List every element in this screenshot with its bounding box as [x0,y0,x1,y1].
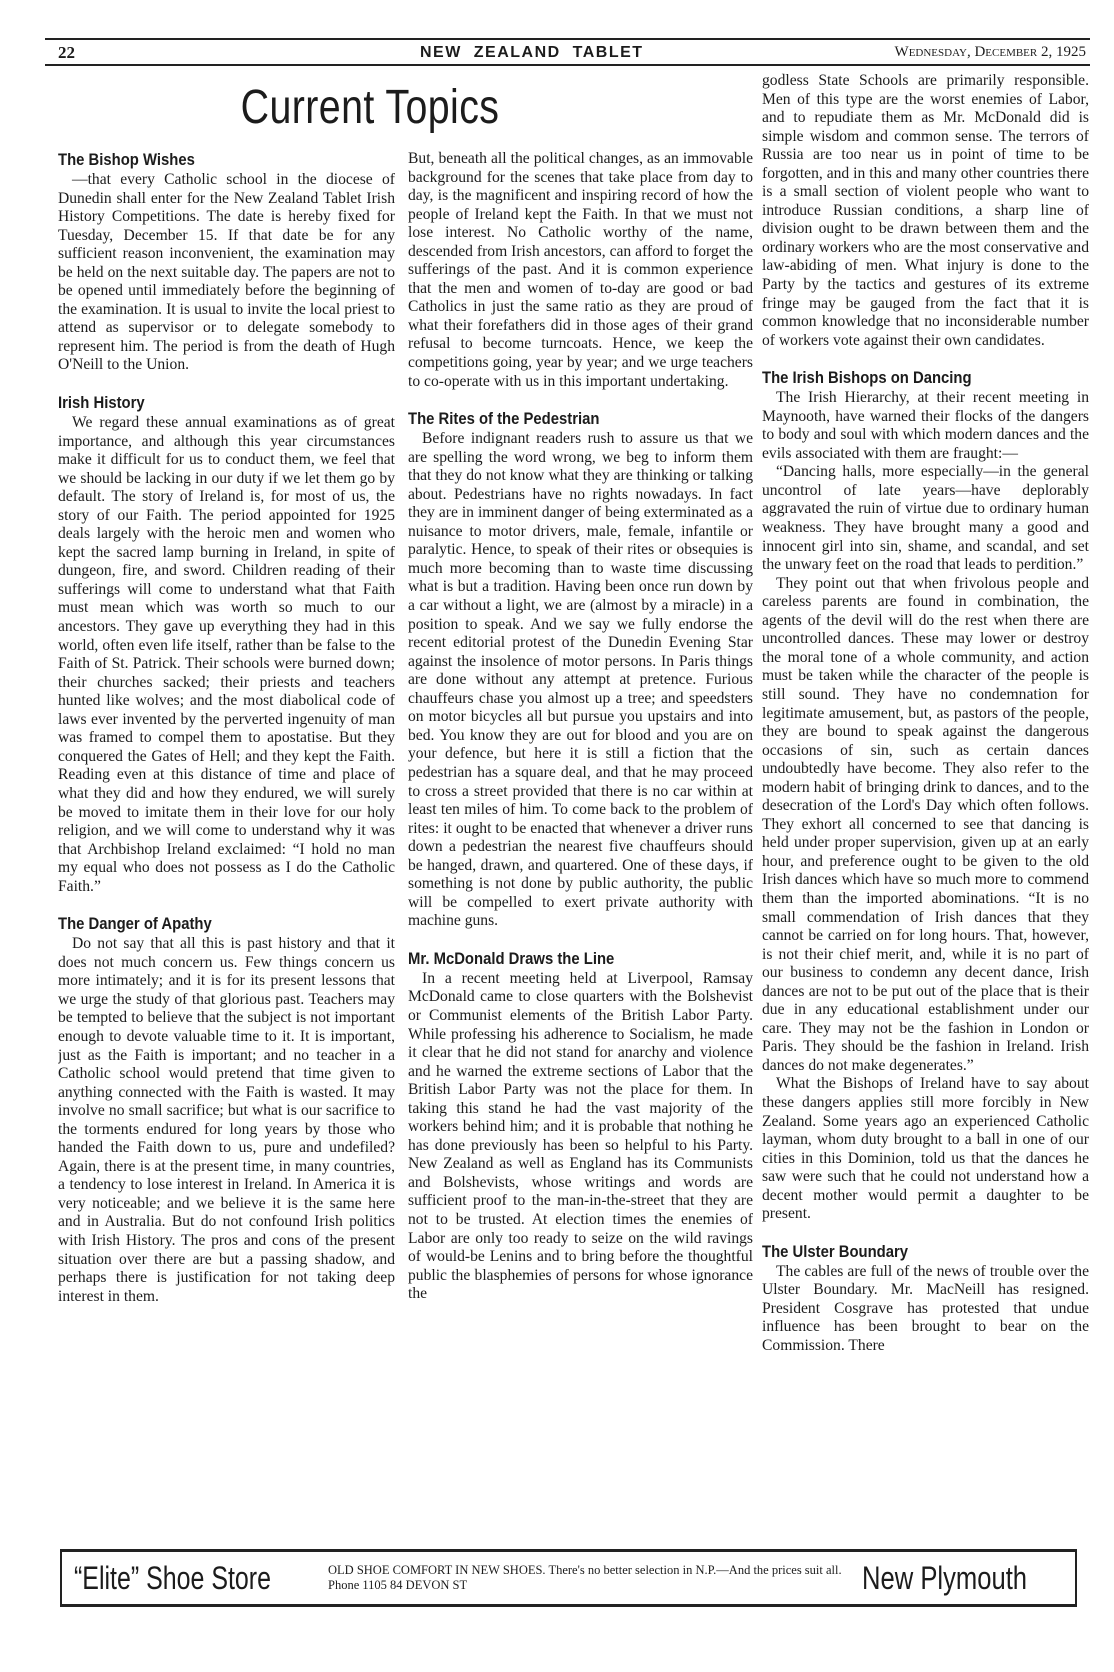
issue-date: Wednesday, December 2, 1925 [894,44,1086,60]
article-heading: The Danger of Apathy [58,915,212,934]
column-3 [762,72,1089,1532]
article-paragraph: The cables are full of the news of trouble over the Ulster Boundary. Mr. MacNeill has resigned. President Cosgrave has protested that undue influence has been brought to bear on the Commission. There [762,1262,1089,1354]
column-2 [408,150,753,1532]
article-paragraph: Before indignant readers rush to assure us that we are spelling the word wrong, we beg to inform them that they do not know what they are thinking or talking about. Pedestrians have no rights nowadays. In fact they are in imminent danger of being exterminated as a nuisance to motor drivers, male, female, infantile or paralytic. Hence, to speak of their rites or obsequies is much more becoming than to waste time discussing what is but a tradition. Having been once run down by a car without a light, we are (almost by a miracle) in a position to speak. And we say we fully endorse the recent editorial protest of the Dunedin Evening Star against the insolence of motor persons. In Paris things are done without any attempt at pretence. Furious chauffeurs chase you almost up a tree; and speedsters on motor bicycles all but pursue you upstairs and into bed. You know they are out for blood and you are on your defence, but here it is still a fiction that the pedestrian has a square deal, and that he may proceed to cross a street provided that there is no car within at least ten miles of him. To come back to the problem of rites: it ought to be enacted that whenever a driver runs down a pedestrian the nearest five chauffeurs should be hanged, drawn, and quartered. One of these days, if something is not done by public authority, the public will be compelled to exert private authority with machine guns. [408,430,753,930]
page-number: 22 [58,43,75,62]
publication-name: NEW ZEALAND TABLET [420,44,644,61]
page-title: Current Topics [240,81,500,134]
section-gap [58,896,395,914]
section-gap [762,1224,1089,1242]
article-paragraph: —that every Catholic school in the diocese of Dunedin shall enter for the New Zealand Tablet Irish History Competitions. The date is hereby fixed for Tuesday, December 15. If that date be for any sufficient reason inconvenient, the examination may be held on the next suitable day. The papers are not to be opened until immediately before the beginning of the examination. It is usual to invite the local priest to attend as supervisor or to delegate somebody to represent him. The period is from the death of Hugh O'Neill to the Union. [58,171,395,374]
section-gap [408,931,753,949]
ad-town: New Plymouth [862,1559,1028,1596]
article-heading: Mr. McDonald Draws the Line [408,949,615,968]
article-paragraph: Do not say that all this is past history and that it does not much concern us. Few things concern us more intimately; and it is for its present lessons that we urge the study of that glorious past. Teachers may be tempted to believe that the subject is not important enough to devote valuable time to it. It is important, just as the Faith is important; and no teacher in a Catholic school would pretend that time given to anything connected with the Faith is wasted. It may involve no small sacrifice; but what is our sacrifice to the torments endured for long years by those who handed the Faith down to us, pure and undefiled? Again, there is at the present time, in many countries, a tendency to lose interest in Ireland. In America it is very noticeable; and we believe it is the same here and in Australia. But do not confound Irish politics with Irish History. The pros and cons of the present situation over there are but a passing shadow, and perhaps there is justification for not taking deep interest in them. [58,935,395,1305]
ad-store-name: “Elite” Shoe Store [74,1559,271,1596]
section-gap [58,375,395,393]
article-paragraph: What the Bishops of Ireland have to say about these dangers applies still more forcibly in New Zealand. Some years ago an experienced Catholic layman, whom duty brought to a ball in one of our cities in this Dominion, told us that the dances he saw were such that he could not understand how a decent mother would permit a daughter to be present. [762,1075,1089,1223]
header-bottom-rule [45,64,1090,66]
article-heading: The Bishop Wishes [58,151,195,169]
article-heading: Irish History [58,394,145,413]
article-paragraph: We regard these annual examinations as of great importance, and although this year circumstances make it difficult for us to conduct them, we feel that we should be lacking in our duty if we let them go by default. The story of Ireland is, for most of us, the story of our Faith. The period appointed for 1925 deals largely with the heroic men and women who kept the sacred lamp burning in Ireland, in spite of dungeon, fire, and sword. Children reading of their sufferings will come to understand what that Faith must mean which was worth so much to our ancestors. They gave up everything they had in this world, often even life itself, rather than be false to the Faith of St. Patrick. Their schools were burned down; their churches sacked; their priests and teachers hunted like wolves; and the most diabolical code of laws ever invented by the perverted ingenuity of man was framed to compel them to apostatise. But they conquered the Gates of Hell; and they kept the Faith. Reading even at this distance of time and place of what they did and how they endured, we will surely be moved to imitate them in their love for our holy religion, and we will come to understand why it was that Archbishop Ireland exclaimed: “I hold no man my equal who does not possess as I do the Catholic Faith.” [58,414,395,895]
header-top-rule [45,38,1090,40]
article-heading: The Ulster Boundary [762,1242,909,1261]
article-paragraph: godless State Schools are primarily responsible. Men of this type are the worst enemies of Labor, and to repudiate them as Mr. McDonald did is simple wisdom and common sense. The terrors of Russia are too near us in point of time to be forgotten, and in this and many other countries there is a small section of violent people who want to introduce Russian conditions, a sharp line of division ought to be drawn between them and the ordinary workers who are the most conservative and law-abiding of men. What injury is done to the Party by the tactics and gestures of its extreme fringe may be gauged from the fact that it is common knowledge that no inconsiderable number of workers vote against their own candidates. [762,72,1089,349]
article-paragraph: The Irish Hierarchy, at their recent meeting in Maynooth, have warned their flocks of the dangers to body and soul with which modern dances and the evils associated with them are fraught:— [762,389,1089,462]
section-gap [762,350,1089,368]
article-heading: The Irish Bishops on Dancing [762,369,972,388]
article-paragraph: “Dancing halls, more especially—in the general uncontrol of late years—have deplorably aggravated the ruin of virtue due to ordinary human weakness. They have brought many a good and innocent girl into sin, shame, and scandal, and set the unwary feet on the road that leads to perdition.” [762,463,1089,574]
ad-tagline: OLD SHOE COMFORT IN NEW SHOES. There's no better selection in N.P.—And the prices suit all. Phone 1105 84 DEVON ST [328,1563,842,1592]
column-1 [58,150,395,1532]
article-paragraph: But, beneath all the political changes, as an immovable background for the scenes that take place from day to day, is the magnificent and inspiring record of how the people of Ireland kept the Faith. In that we must not lose interest. No Catholic worthy of the name, descended from Irish ancestors, can afford to forget the sufferings of the past. And it is common experience that the men and women of to-day are good or bad Catholics in just the same ratio as they are proud of what their forefathers did in those ages of their grand refusal to become turncoats. Hence, we keep the competitions going, year by year; and we urge teachers to co-operate with us in this important undertaking. [408,150,753,390]
article-paragraph: They point out that when frivolous people and careless parents are found in combination, the agents of the devil will do the rest when there are uncontrolled dances. These may lower or destroy the moral tone of a whole community, and action must be taken while the character of the people is still sound. They have no condemnation for legitimate amusement, but, as pastors of the people, they are bound to speak against the dangerous occasions of sin, such as certain dances undoubtedly have become. They also refer to the modern habit of bringing drink to dances, and to the desecration of the Lord's Day which often follows. They exhort all concerned to see that dancing is held under proper supervision, given up at an early hour, and preference ought to be given to the old Irish dances which have so much more to commend them than the imported abominations. “It is no small commendation of Irish dances that they cannot be carried on for long hours. That, however, is not their chief merit, and, while it is no part of our business to condemn any decent dance, Irish dances are not to be put out of the place that is their due in any educational establishment under our care. They may not be the fashion in London or Paris. They should be the fashion in Ireland. Irish dances do not make degenerates.” [762,574,1089,1074]
shoe-store-advertisement [60,1549,1077,1607]
section-gap [408,391,753,409]
article-paragraph: In a recent meeting held at Liverpool, Ramsay McDonald came to close quarters with the Bolshevist or Communist elements of the British Labor Party. While professing his adherence to Socialism, he made it clear that he did not stand for anarchy and violence and he warned the extreme sections of Labor that the British Labor Party was not the place for them. In taking this stand he had the vast majority of the workers behind him; and it is probable that nothing he has done previously has been so helpful to his Party. New Zealand as well as England has its Communists and Bolshevists, whose writings and words are sufficient proof to the man-in-the-street that they are not to be trusted. At election times the enemies of Labor are only too ready to seize on the wild ravings of would-be Lenins and to bring before the thoughtful public the blasphemies of persons for whose ignorance the [408,969,753,1303]
article-heading: The Rites of the Pedestrian [408,410,600,429]
